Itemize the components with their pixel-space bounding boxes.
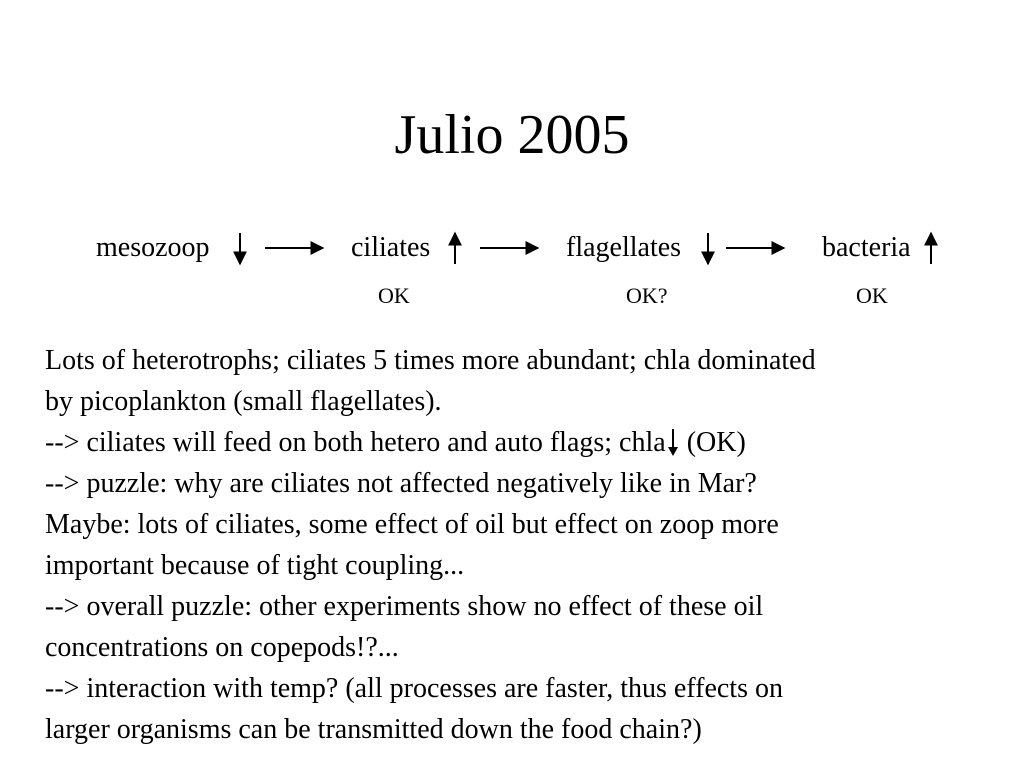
chain-node-ciliates: ciliates [351,232,431,263]
notes-line-text: --> ciliates will feed on both hetero and auto flags; chla [45,427,666,458]
notes-line [45,422,1005,463]
notes-line: --> puzzle: why are ciliates not affected negatively like in Mar? [45,468,757,499]
notes-line: --> overall puzzle: other experiments show no effect of these oil [45,591,764,622]
status-ciliates: OK [378,283,410,308]
notes-line: larger organisms can be transmitted down the food chain?) [45,714,702,745]
notes-line: Lots of heterotrophs; ciliates 5 times more abundant; chla dominated [45,345,816,376]
chain-node-flagellates: flagellates [566,232,682,263]
down-arrow-icon [666,427,680,457]
notes-line-text: (OK) [686,427,746,458]
notes-line: --> interaction with temp? (all processes are faster, thus effects on [45,673,783,704]
notes-line: important because of tight coupling... [45,550,465,581]
chain-node-bacteria: bacteria [822,232,911,263]
status-flagellates: OK? [626,283,668,308]
slide-title: Julio 2005 [394,104,630,166]
status-bacteria: OK [856,283,888,308]
chain-node-mesozoop: mesozoop [96,232,210,263]
notes-body [45,340,1005,750]
notes-line: concentrations on copepods!?... [45,632,399,663]
notes-line: by picoplankton (small flagellates). [45,386,442,417]
notes-line: Maybe: lots of ciliates, some effect of oil but effect on zoop more [45,509,779,540]
